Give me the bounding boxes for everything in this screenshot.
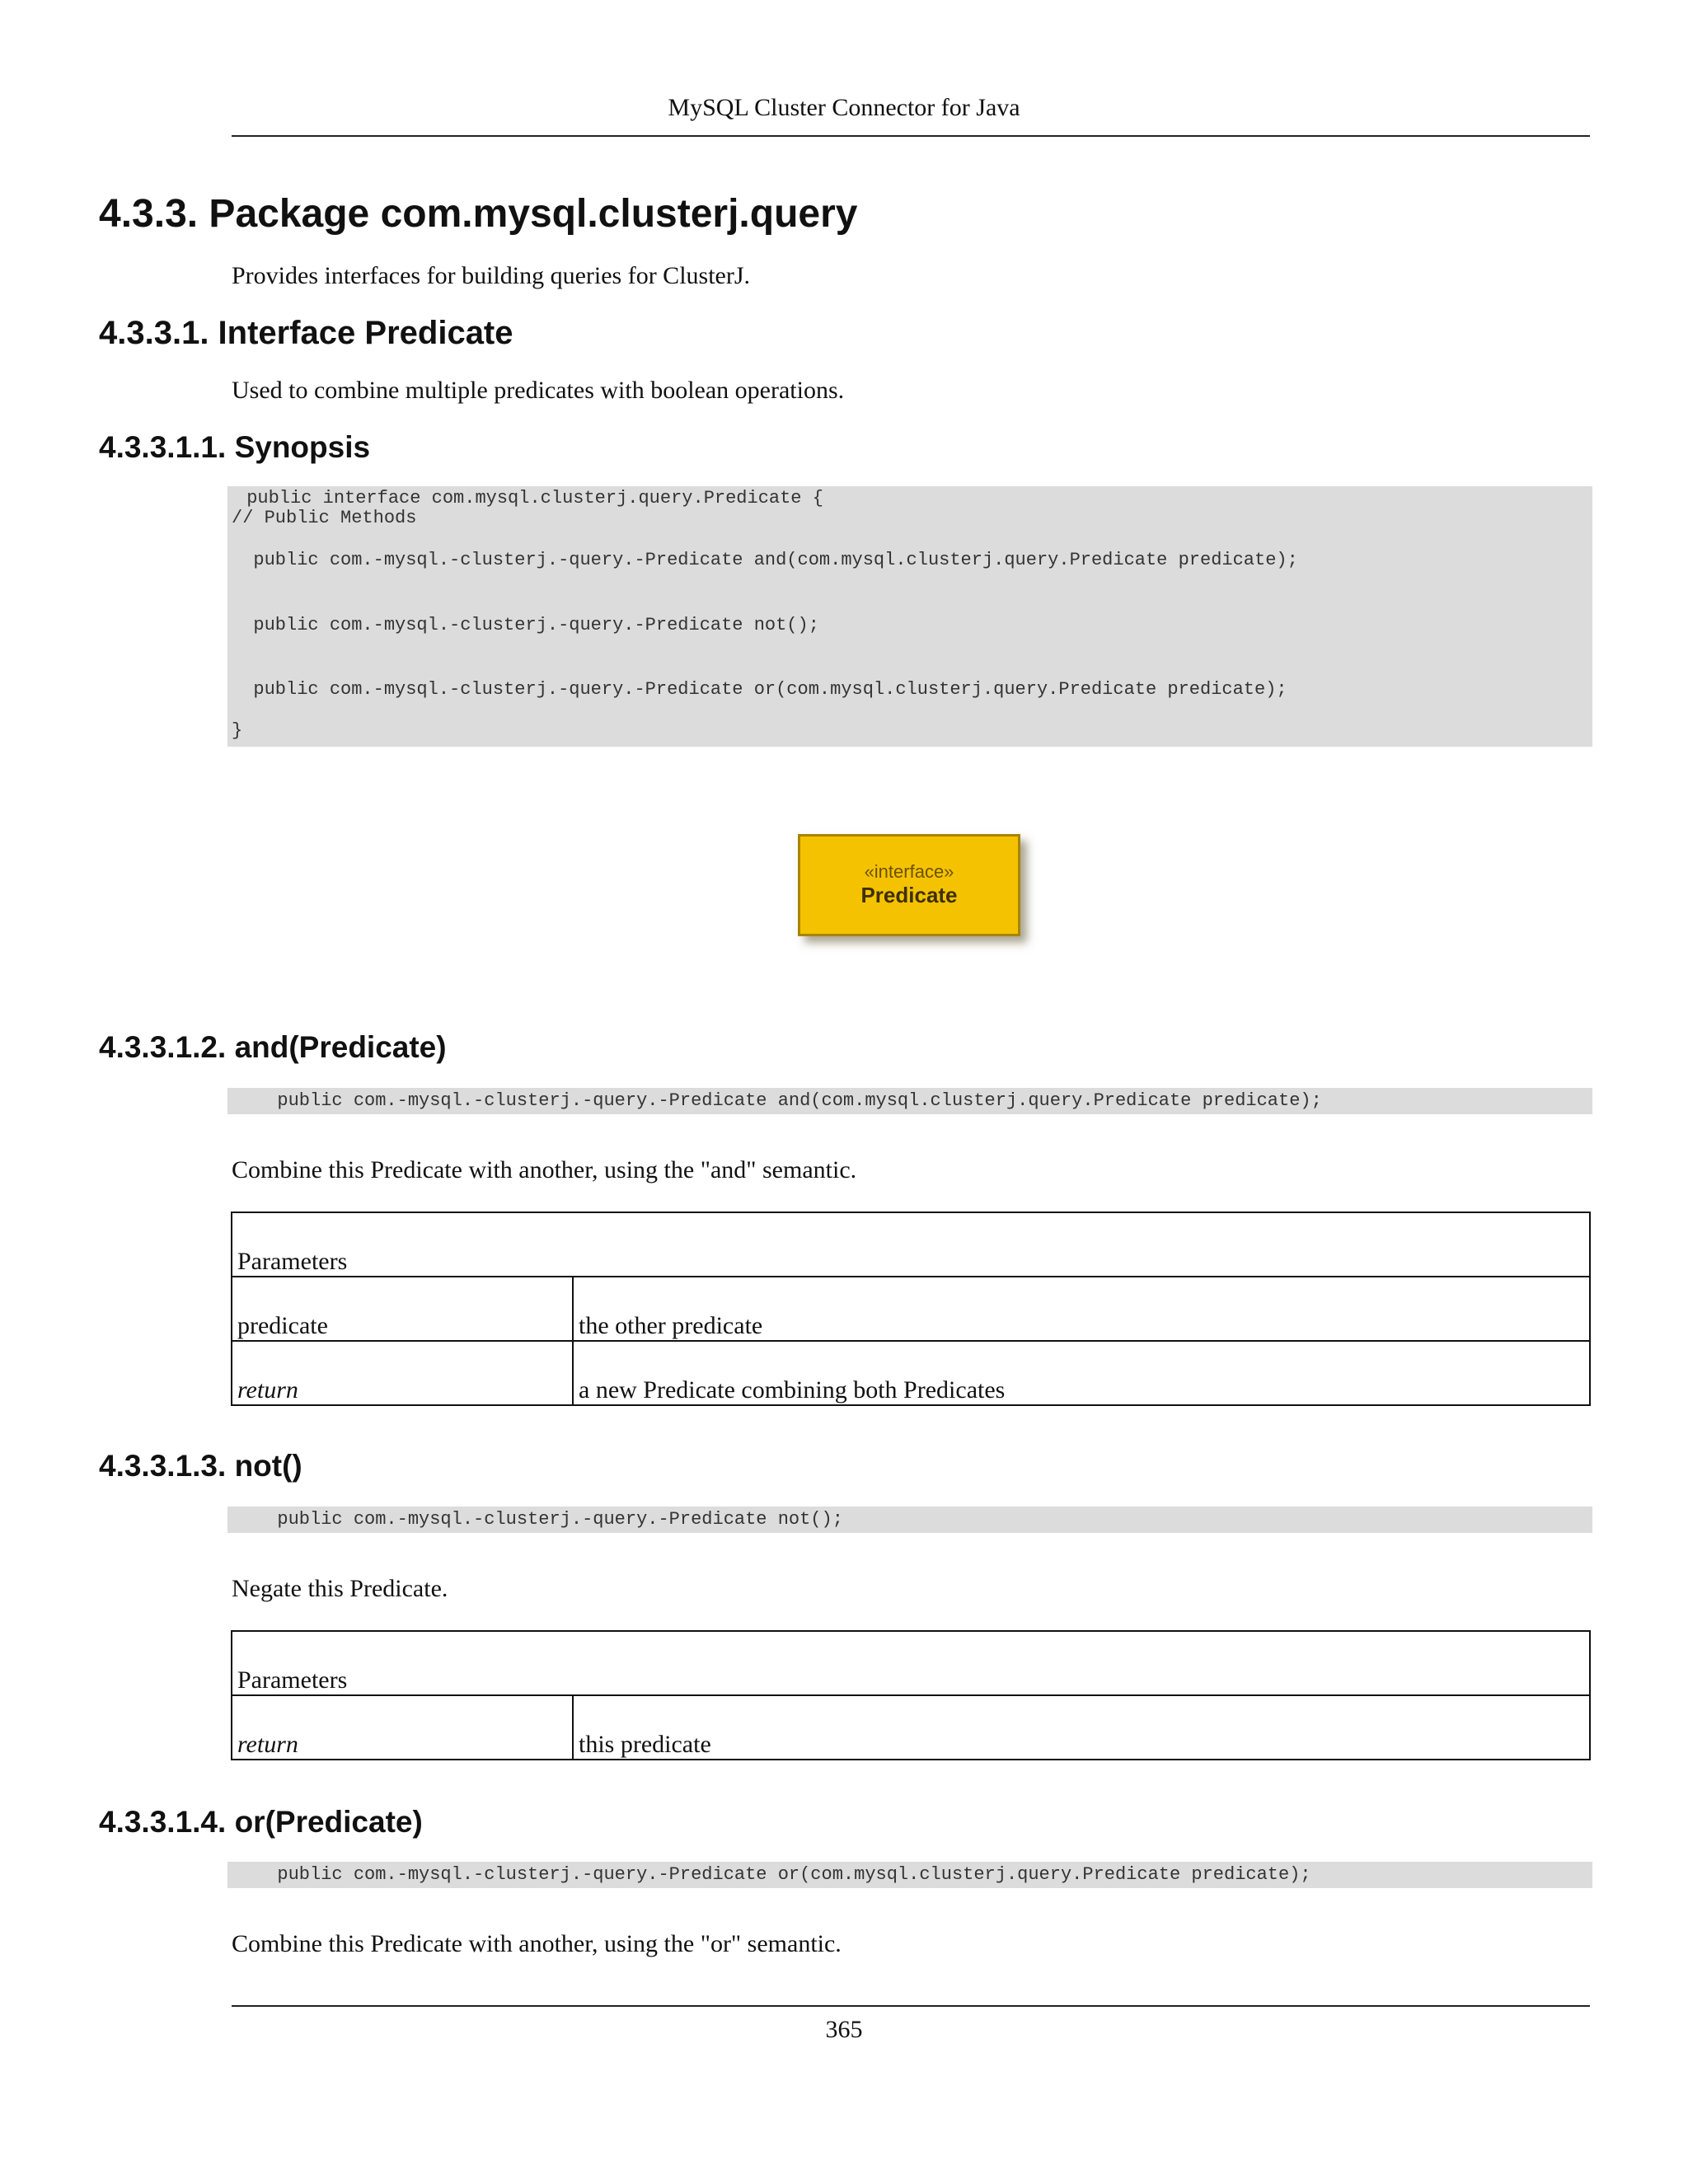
params-header: Parameters (232, 1212, 1590, 1277)
table-row (232, 1695, 1590, 1760)
code-line: public interface com.mysql.clusterj.query.Predicate { (236, 488, 823, 509)
method-or-signature: public com.-mysql.-clusterj.-query.-Predicate or(com.mysql.clusterj.query.Predicate predicate); (227, 1862, 1592, 1888)
table-row (232, 1277, 1590, 1341)
param-description: a new Predicate combining both Predicates (573, 1341, 1590, 1405)
uml-interface-diagram (798, 834, 1020, 936)
method-or-title: 4.3.3.1.4. or(Predicate) (99, 1805, 423, 1839)
page-number: 365 (825, 2016, 863, 2043)
running-header: MySQL Cluster Connector for Java (668, 94, 1020, 121)
interface-description: Used to combine multiple predicates with boolean operations. (232, 377, 845, 404)
param-description: the other predicate (573, 1277, 1590, 1341)
params-header: Parameters (232, 1631, 1590, 1695)
code-line: public com.-mysql.-clusterj.-query.-Predicate or(com.mysql.clusterj.query.Predicate predicate); (232, 679, 1287, 700)
code-line: public com.-mysql.-clusterj.-query.-Predicate not(); (232, 615, 819, 635)
method-and-params-table (231, 1212, 1591, 1406)
method-or-description: Combine this Predicate with another, using the "or" semantic. (232, 1930, 842, 1957)
method-not-title: 4.3.3.1.3. not() (99, 1449, 302, 1483)
header-rule (232, 135, 1590, 137)
uml-stereotype: «interface» (864, 861, 954, 882)
method-and-title: 4.3.3.1.2. and(Predicate) (99, 1030, 447, 1064)
method-not-params-table (231, 1630, 1591, 1760)
param-name: return (232, 1341, 573, 1405)
synopsis-code-block (227, 486, 1592, 747)
method-and-signature: public com.-mysql.-clusterj.-query.-Predicate and(com.mysql.clusterj.query.Predicate predicate); (227, 1088, 1592, 1114)
code-line: // Public Methods (232, 508, 417, 528)
method-not-description: Negate this Predicate. (232, 1575, 448, 1602)
method-not-signature: public com.-mysql.-clusterj.-query.-Predicate not(); (227, 1507, 1592, 1533)
interface-title: 4.3.3.1. Interface Predicate (99, 315, 513, 351)
code-line: public com.-mysql.-clusterj.-query.-Predicate and(com.mysql.clusterj.query.Predicate predicate); (232, 550, 1298, 570)
table-row (232, 1341, 1590, 1405)
uml-class-name: Predicate (860, 883, 958, 907)
code-line: } (232, 720, 243, 741)
param-description: this predicate (573, 1695, 1590, 1760)
method-and-description: Combine this Predicate with another, using the "and" semantic. (232, 1156, 857, 1183)
footer-rule (232, 2005, 1590, 2007)
synopsis-title: 4.3.3.1.1. Synopsis (99, 430, 371, 464)
param-name: predicate (232, 1277, 573, 1341)
section-description: Provides interfaces for building queries for ClusterJ. (232, 262, 751, 289)
param-name: return (232, 1695, 573, 1760)
section-title: 4.3.3. Package com.mysql.clusterj.query (99, 192, 858, 236)
